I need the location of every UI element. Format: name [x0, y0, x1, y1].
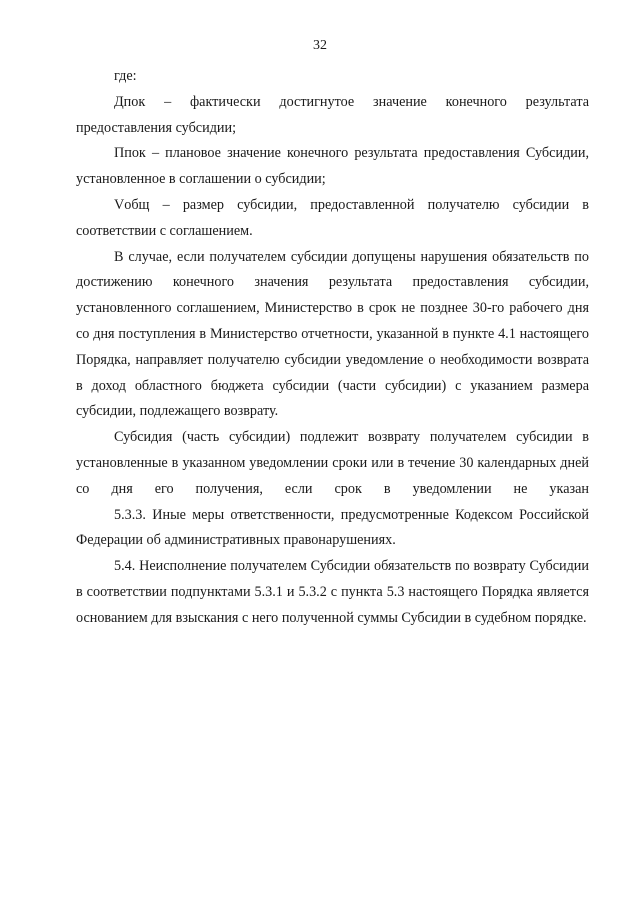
paragraph-where: где: [114, 68, 137, 84]
paragraph-5-3-3: 5.3.3. Иные меры ответственности, предусмотренные Кодексом Российской Федерации об административных правонарушениях. [76, 506, 589, 549]
page-number: 32 [313, 38, 327, 53]
paragraph-dpok-definition: Дпок – фактически достигнутое значение конечного результата предоставления субсидии; [76, 93, 589, 136]
paragraph-violation-notice: В случае, если получателем субсидии допущены нарушения обязательств по достижению конечного значения результата предоставления субсидии, установленного соглашением, Министерство в срок не позднее 30-го рабочего дня со дня поступления в Министерство отчетности, указанной в пункте 4.1 настоящего Порядка, направляет получателю субсидии уведомление о необходимости возврата в доход областного бюджета субсидии (части субсидии) с указанием размера субсидии, подлежащего возврату. [76, 248, 589, 420]
paragraph-ppok-definition: Ппок – плановое значение конечного результата предоставления Субсидии, установленное в соглашении о субсидии; [76, 145, 589, 188]
document-body [76, 64, 589, 632]
paragraph-vobsch-definition: Vобщ – размер субсидии, предоставленной получателю субсидии в соответствии с соглашением. [76, 196, 589, 239]
paragraph-subsidy-return: Субсидия (часть субсидии) подлежит возврату получателем субсидии в установленные в указанном уведомлении сроки или в течение 30 календарных дней со дня его получения, если срок в уведомлении не указан [76, 429, 589, 497]
paragraph-5-4: 5.4. Неисполнение получателем Субсидии обязательств по возврату Субсидии в соответствии подпунктами 5.3.1 и 5.3.2 с пункта 5.3 настоящего Порядка является основанием для взыскания с него полученной суммы Субсидии в судебном порядке. [76, 558, 589, 626]
